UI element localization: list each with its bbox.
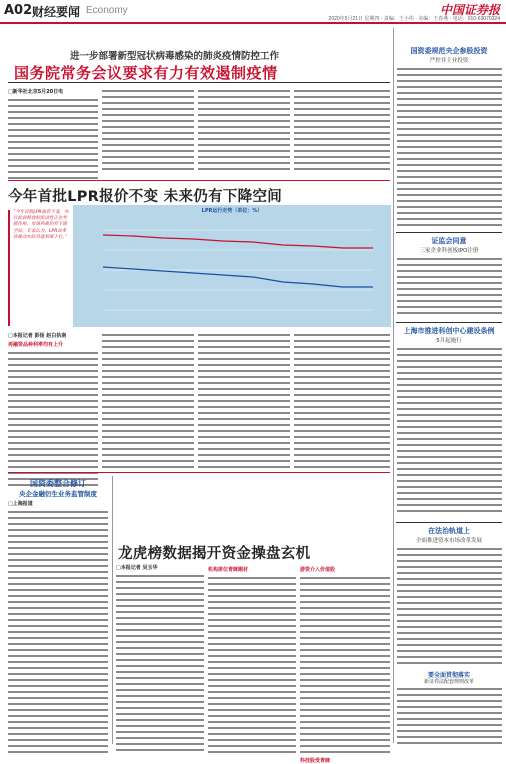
lpr-column-3	[198, 332, 290, 468]
divider	[396, 322, 502, 323]
right-headline-3: 上海市推进科创中心建设条例	[403, 327, 495, 335]
lead-byline: □新华社北京5月20日电	[8, 89, 64, 95]
chart-title: LPR运行走势（单位：%）	[201, 208, 263, 214]
bottom-column-1	[116, 564, 204, 744]
left-bottom-subhead: 央企金融衍生业务监管制度	[19, 490, 97, 498]
bottom-headline: 龙虎榜数据揭开资金操盘玄机	[118, 546, 311, 562]
text-block	[102, 332, 194, 468]
bottom-subhead-1: 机构席位青睐题材	[208, 567, 249, 573]
bottom-byline: □本报记者 吴玉华	[116, 565, 158, 571]
text-block	[8, 97, 98, 181]
right-text-3	[397, 346, 502, 516]
lead-headline: 国务院常务会议要求有力有效遏制疫情	[14, 64, 278, 82]
section-title-en: Economy	[86, 5, 128, 16]
lpr-column-4	[294, 332, 390, 468]
lead-kicker: 进一步部署新型冠状病毒感染的肺炎疫情防控工作	[70, 51, 280, 62]
date-line: 2020年5月21日 星期四 · 责编：王小伟 · 美编：王春燕 · 电话：010-63070324	[328, 16, 500, 22]
text-block	[208, 575, 296, 755]
right-headline-2: 证监会同意	[431, 237, 467, 245]
bottom-column-2	[208, 564, 296, 744]
lpr-column-1	[8, 332, 98, 468]
lead-column-3	[198, 88, 290, 172]
right-subhead-2: 三家企业科创板IPO注册	[419, 248, 479, 254]
right-text-1	[397, 66, 502, 226]
divider	[8, 472, 390, 473]
column-divider	[393, 28, 394, 743]
lead-column-1	[8, 88, 98, 172]
bottom-column-3	[300, 564, 390, 764]
text-block	[300, 575, 390, 755]
right-subhead-1: 严控非主业投资	[429, 58, 469, 64]
divider	[396, 522, 502, 523]
right-text-5	[397, 686, 502, 744]
right-text-4	[397, 546, 502, 666]
text-block	[8, 350, 98, 486]
left-bottom-text	[8, 500, 108, 744]
divider	[396, 232, 502, 233]
text-block	[397, 346, 502, 516]
chart-graphic	[73, 205, 391, 327]
text-block	[8, 509, 108, 753]
lpr-byline: □本报记者 彭扬 赵白执南	[8, 333, 67, 339]
masthead	[0, 0, 506, 24]
lpr-quote: “今年首批LPR报价不变，央行此前释放的流动性正在发挥作用，市场利率仍有下降空间。专家认为，LPR改革将推动实际贷款利率下行。”	[8, 210, 70, 326]
lpr-subhead: 再融资品种利率均有上升	[8, 342, 64, 348]
right-headline-5: 要全面贯彻落实	[427, 672, 470, 679]
text-block	[102, 88, 194, 172]
lpr-chart	[73, 205, 391, 327]
text-block	[397, 686, 502, 744]
paper-logo: 中国证券报	[439, 3, 500, 17]
lead-column-2	[102, 88, 194, 172]
text-block	[198, 332, 290, 468]
section-title: 财经要闻	[32, 5, 81, 19]
right-text-2	[397, 256, 502, 318]
page-code: A02	[4, 3, 33, 18]
lpr-column-2	[102, 332, 194, 468]
right-headline-4: 在法治轨道上	[428, 527, 470, 535]
text-block	[116, 573, 204, 753]
left-bottom-byline: □上海报道	[8, 501, 33, 507]
text-block	[397, 546, 502, 666]
text-block	[294, 88, 390, 172]
right-headline-1: 国资委规范央企参股投资	[410, 47, 488, 55]
lead-column-4	[294, 88, 390, 172]
divider	[8, 82, 390, 83]
text-block	[397, 66, 502, 226]
right-subhead-4: 全面推进资本市场改革发展	[415, 538, 482, 544]
left-bottom-headline: 国资委整合修订	[30, 479, 86, 488]
right-subhead-5: 新证券法配套规则改革	[423, 679, 474, 685]
bottom-subhead-2: 游资介入价值股	[300, 567, 336, 573]
text-block	[397, 256, 502, 318]
divider	[8, 180, 390, 181]
text-block	[198, 88, 290, 172]
lpr-headline: 今年首批LPR报价不变 未来仍有下降空间	[8, 189, 283, 205]
bottom-subhead-3: 科技股受青睐	[300, 758, 331, 764]
right-subhead-3: 5月起施行	[436, 338, 462, 344]
column-divider	[112, 476, 113, 744]
text-block	[294, 332, 390, 468]
